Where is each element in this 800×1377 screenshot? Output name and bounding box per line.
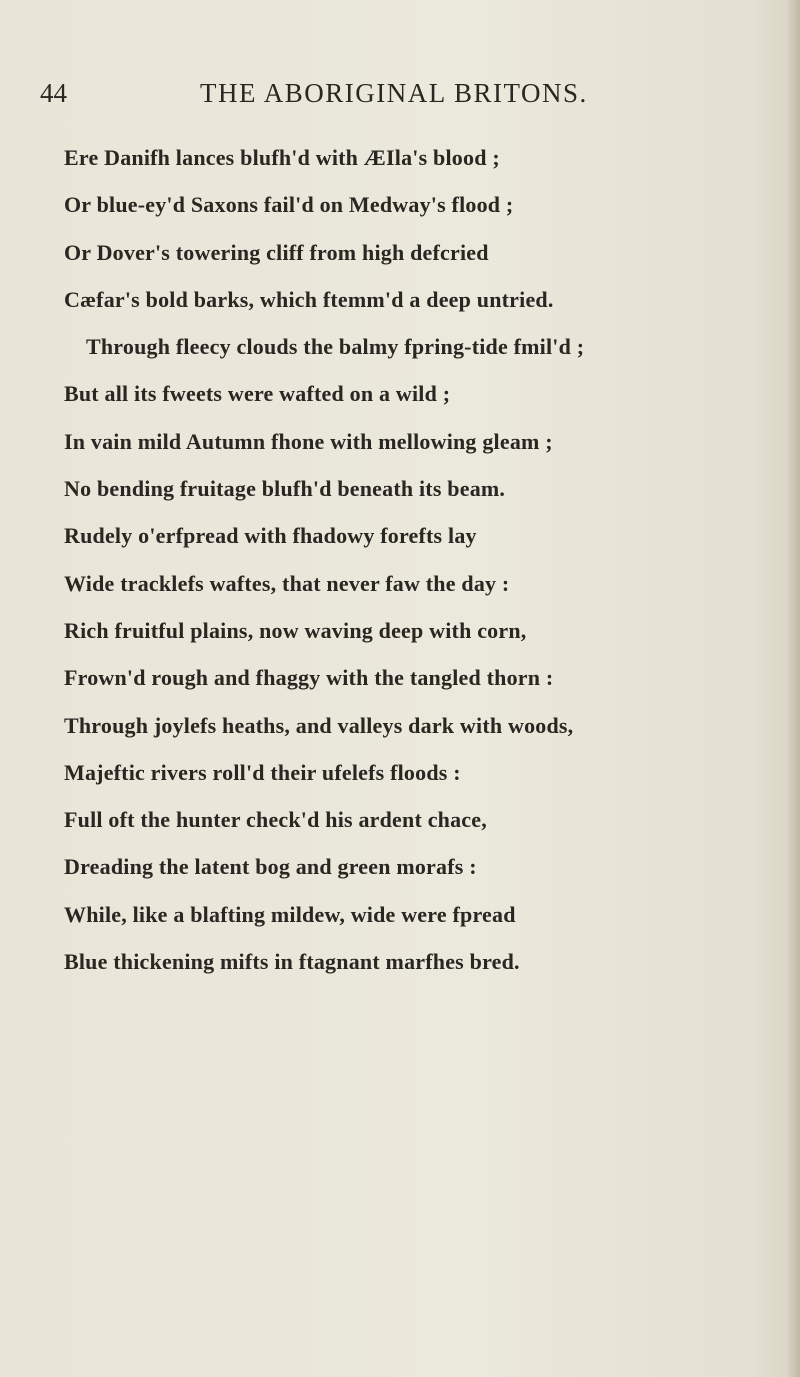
poem-line: While, like a blafting mildew, wide were fpread (64, 901, 516, 927)
poem-line: Dreading the latent bog and green morafs : (64, 854, 477, 880)
page-edge-shadow (786, 0, 800, 1377)
poem-line: Blue thickening mifts in ftagnant marfhes bred. (64, 949, 520, 975)
poem-line: In vain mild Autumn fhone with mellowing gleam ; (64, 428, 553, 454)
poem-line: Or blue-ey'd Saxons fail'd on Medway's flood ; (64, 192, 514, 218)
poem-line: Frown'd rough and fhaggy with the tangled thorn : (64, 665, 554, 691)
poem-line: Or Dover's towering cliff from high defcried (64, 239, 489, 265)
poem-line: Majeftic rivers roll'd their ufelefs floods : (64, 759, 461, 785)
poem-line: Through fleecy clouds the balmy fpring-tide fmil'd ; (86, 334, 585, 360)
poem-line: Through joylefs heaths, and valleys dark with woods, (64, 712, 574, 738)
poem-text (64, 134, 754, 985)
poem-line: But all its fweets were wafted on a wild ; (64, 381, 451, 407)
poem-line: Full oft the hunter check'd his ardent chace, (64, 807, 487, 833)
page-number: 44 (40, 78, 67, 108)
poem-line: Rudely o'erfpread with fhadowy forefts lay (64, 523, 477, 549)
running-title: THE ABORIGINAL BRITONS. (200, 78, 588, 108)
poem-line: Wide tracklefs waftes, that never faw the day : (64, 570, 510, 596)
page-header (40, 78, 740, 118)
poem-line: No bending fruitage blufh'd beneath its beam. (64, 476, 506, 502)
poem-line: Rich fruitful plains, now waving deep with corn, (64, 617, 527, 643)
poem-line: Ere Danifh lances blufh'd with ÆIla's blood ; (64, 145, 500, 170)
poem-line: Cæfar's bold barks, which ftemm'd a deep untried. (64, 286, 554, 312)
